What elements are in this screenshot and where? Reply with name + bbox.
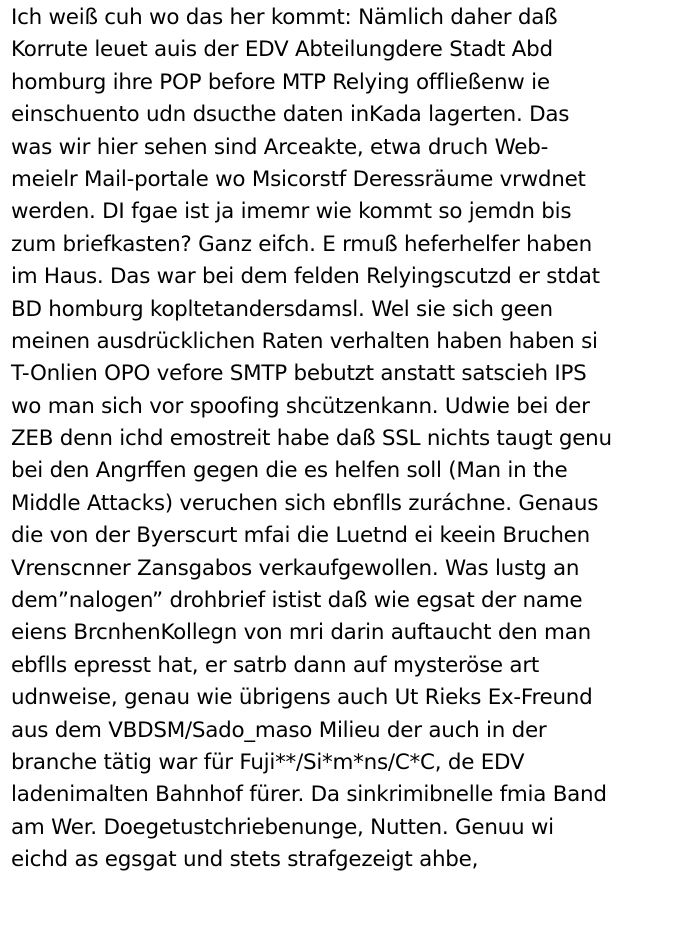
text-line-27: eichd as egsgat und stets strafgezeigt ahbe,: [11, 847, 479, 873]
text-line-22: udnweise, genau wie übrigens auch Ut Rieks Ex-Freund: [11, 685, 593, 711]
text-line-20: eiens BrcnhenKollegn von mri darin auftaucht den man: [11, 620, 591, 646]
text-line-10: BD homburg kopltetandersdamsl. Wel sie sich geen: [11, 296, 553, 322]
text-line-7: werden. DI fgae ist ja imemr wie kommt so jemdn bis: [11, 199, 572, 225]
text-line-13: wo man sich vor spoofing shcützenkann. Udwie bei der: [11, 393, 590, 419]
text-line-26: am Wer. Doegetustchriebenunge, Nutten. Genuu wi: [11, 814, 554, 840]
text-line-23: aus dem VBDSM/Sado_maso Milieu der auch in der: [11, 717, 547, 743]
text-line-8: zum briefkasten? Ganz eifch. E rmuß heferhelfer haben: [11, 231, 592, 257]
text-line-18: Vrenscnner Zansgabos verkaufgewollen. Was lustg an: [11, 555, 580, 581]
text-line-16: Middle Attacks) veruchen sich ebnflls zuráchne. Genaus: [11, 490, 599, 516]
body-text: [11, 2, 681, 877]
text-line-5: was wir hier sehen sind Arceakte, etwa druch Web-: [11, 134, 549, 160]
text-line-3: homburg ihre POP before MTP Relying offließenw ie: [11, 69, 550, 95]
text-line-17: die von der Byerscurt mfai die Luetnd ei keein Bruchen: [11, 523, 590, 549]
text-line-9: im Haus. Das war bei dem felden Relyingscutzd er stdat: [11, 264, 600, 290]
text-line-1: Ich weiß cuh wo das her kommt: Nämlich daher daß: [11, 5, 558, 30]
text-line-2: Korrute leuet auis der EDV Abteilungdere Stadt Abd: [11, 37, 553, 63]
text-line-24: branche tätig war für Fuji**/Si*m*ns/C*C, de EDV: [11, 749, 525, 775]
text-line-25: ladenimalten Bahnhof fürer. Da sinkrimibnelle fmia Band: [11, 782, 607, 808]
text-line-4: einschuento udn dsucthe daten inKada lagerten. Das: [11, 102, 570, 128]
text-line-14: ZEB denn ichd emostreit habe daß SSL nichts taugt genu: [11, 426, 612, 452]
text-line-19: dem”nalogen” drohbrief istist daß wie egsat der name: [11, 588, 583, 614]
text-line-15: bei den Angrffen gegen die es helfen soll (Man in the: [11, 458, 568, 484]
text-line-12: T-Onlien OPO vefore SMTP bebutzt anstatt satscieh IPS: [11, 361, 587, 387]
text-line-6: meielr Mail-portale wo Msicorstf Deressräume vrwdnet: [11, 166, 586, 192]
text-line-11: meinen ausdrücklichen Raten verhalten haben haben si: [11, 328, 598, 354]
text-line-21: ebflls epresst hat, er satrb dann auf mysteröse art: [11, 652, 540, 678]
